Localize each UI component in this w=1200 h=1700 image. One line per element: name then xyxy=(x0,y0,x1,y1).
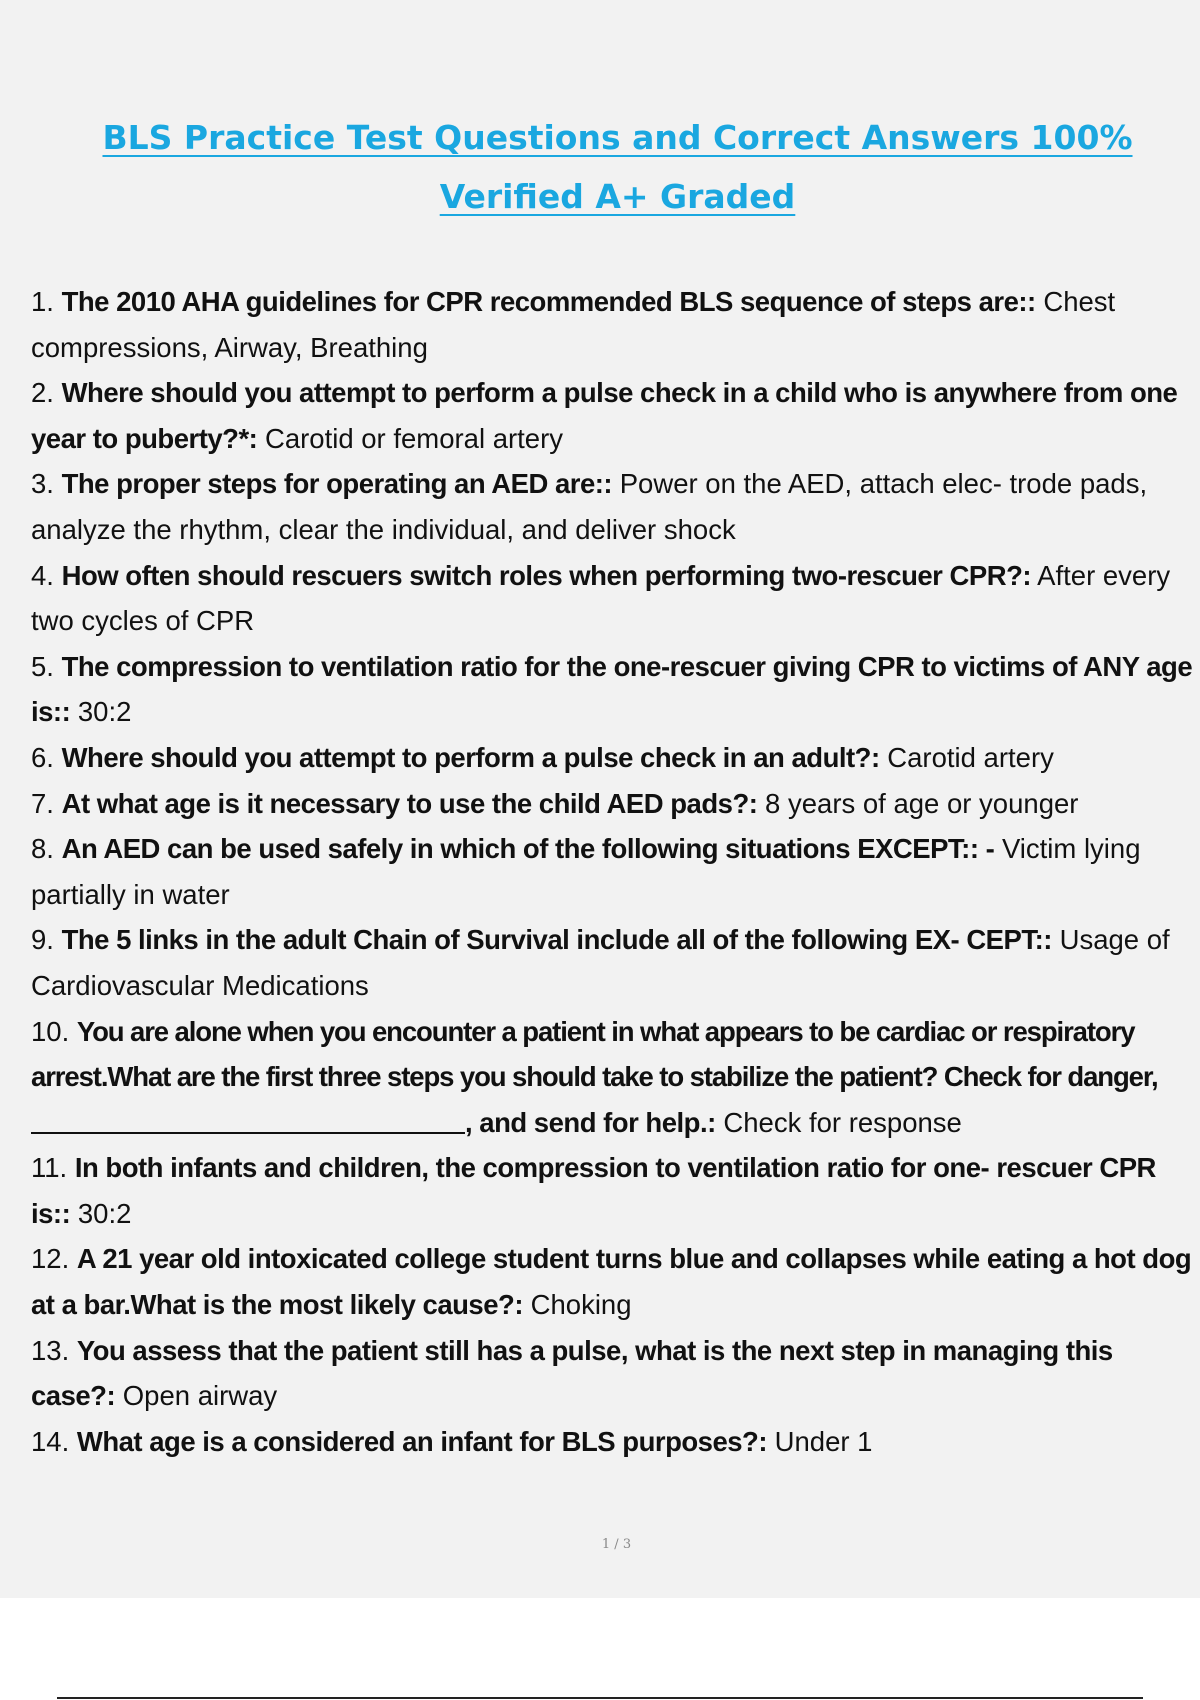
answer-text: 30:2 xyxy=(77,696,132,728)
item-number: 5. xyxy=(31,650,62,682)
question-text: In both infants and children, the compression to ventilation ratio for one- rescuer CPR is:: xyxy=(31,1152,1156,1229)
answer-text: Carotid artery xyxy=(887,741,1054,773)
item-number: 11. xyxy=(31,1152,75,1184)
item-number: 4. xyxy=(31,559,62,591)
item-number: 9. xyxy=(31,924,62,956)
item-number: 1. xyxy=(31,286,62,317)
qa-item-3 xyxy=(31,461,1200,552)
qa-item-1 xyxy=(31,279,1200,370)
qa-item-2 xyxy=(31,370,1200,461)
item-number: 8. xyxy=(31,833,62,865)
qa-item-10 xyxy=(31,1009,1200,1146)
question-text: The 5 links in the adult Chain of Survival include all of the following EX- CEPT:: xyxy=(61,924,1052,956)
document-title xyxy=(60,108,1175,226)
question-text: An AED can be used safely in which of the following situations EXCEPT:: - xyxy=(61,833,995,865)
qa-item-6 xyxy=(31,735,1200,781)
question-text: The compression to ventilation ratio for the one-rescuer giving CPR to victims of ANY age is:: xyxy=(31,650,1193,728)
answer-text: 8 years of age or younger xyxy=(765,787,1079,819)
answer-text: Under 1 xyxy=(774,1425,873,1457)
question-text-continued: , and send for help.: xyxy=(465,1106,716,1138)
qa-item-14 xyxy=(31,1419,1200,1465)
item-number: 7. xyxy=(31,787,62,819)
qa-item-5 xyxy=(31,644,1200,735)
qa-item-12 xyxy=(31,1236,1200,1327)
item-number: 3. xyxy=(31,468,62,500)
qa-item-11 xyxy=(31,1145,1200,1236)
title-line-1: BLS Practice Test Questions and Correct Answers 100% xyxy=(102,118,1133,157)
fill-in-blank-line xyxy=(31,1132,465,1134)
question-text: How often should rescuers switch roles when performing two-rescuer CPR?: xyxy=(61,559,1032,591)
question-answer-list xyxy=(31,279,1200,1464)
answer-text: Power on the AED, attach elec- trode pads, analyze the rhythm, clear the individual, and deliver shock xyxy=(31,468,1148,545)
question-text: A 21 year old intoxicated college student turns blue and collapses while eating a hot dog at a bar.What is the most likely cause?: xyxy=(31,1243,1192,1321)
answer-text: 30:2 xyxy=(77,1197,132,1229)
item-number: 12. xyxy=(31,1243,77,1275)
answer-text: After every two cycles of CPR xyxy=(31,559,1171,637)
title-line-2: Verified A+ Graded xyxy=(439,177,796,216)
answer-text: Open airway xyxy=(122,1380,278,1412)
qa-item-13 xyxy=(31,1328,1200,1419)
item-number: 10. xyxy=(31,1015,77,1047)
question-text: The 2010 AHA guidelines for CPR recommended BLS sequence of steps are:: xyxy=(61,286,1036,317)
answer-text: Choking xyxy=(530,1289,632,1321)
item-number: 2. xyxy=(31,377,62,409)
question-text: Where should you attempt to perform a pulse check in a child who is anywhere from one year to puberty?*: xyxy=(31,377,1178,454)
question-text: What age is a considered an infant for BLS purposes?: xyxy=(76,1425,767,1457)
answer-text: Victim lying partially in water xyxy=(31,833,1141,910)
next-page-top-rule xyxy=(57,1697,1143,1699)
qa-item-4 xyxy=(31,553,1200,644)
question-text: The proper steps for operating an AED are:: xyxy=(61,468,613,500)
qa-item-8 xyxy=(31,826,1200,917)
answer-text: Check for response xyxy=(723,1106,962,1138)
qa-item-7 xyxy=(31,781,1200,827)
answer-text: Chest compressions, Airway, Breathing xyxy=(31,286,1116,363)
question-text: Where should you attempt to perform a pulse check in an adult?: xyxy=(61,741,880,773)
item-number: 6. xyxy=(31,741,62,773)
question-text: At what age is it necessary to use the child AED pads?: xyxy=(61,787,758,819)
item-number: 14. xyxy=(31,1425,77,1457)
question-text: You are alone when you encounter a patient in what appears to be cardiac or respiratory arrest.What are the first three steps you should take to stabilize the patient? Check for danger, xyxy=(31,1015,1158,1093)
qa-item-9 xyxy=(31,917,1200,1008)
page-indicator: 1 / 3 xyxy=(601,1537,632,1552)
answer-text: Usage of Cardiovascular Medications xyxy=(31,924,1170,1001)
answer-text: Carotid or femoral artery xyxy=(264,422,563,454)
question-text: You assess that the patient still has a pulse, what is the next step in managing this case?: xyxy=(31,1334,1113,1412)
item-number: 13. xyxy=(31,1334,77,1366)
